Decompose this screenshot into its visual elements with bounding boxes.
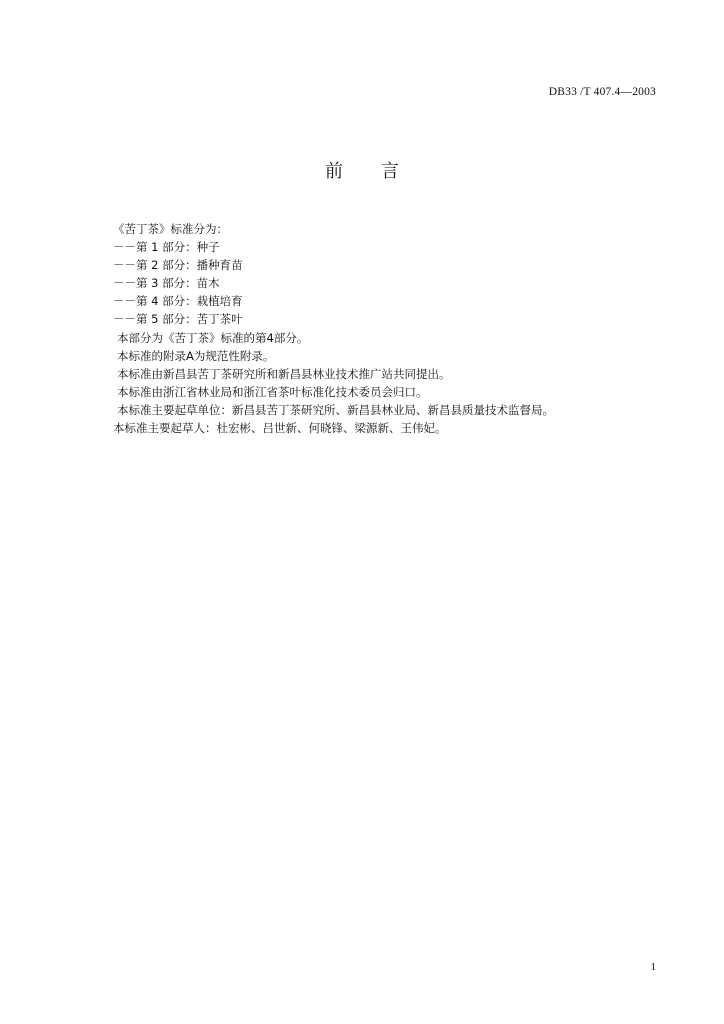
foreword-line: 《苦丁茶》标准分为： — [113, 222, 228, 236]
foreword-title — [0, 157, 724, 183]
foreword-line: －－第 1 部分：种子 — [113, 240, 220, 255]
foreword-title-char-2: 言 — [381, 161, 399, 182]
foreword-line: 本标准主要起草单位：新昌县苦丁茶研究所、新昌县林业局、新昌县质量技术监督局。 — [117, 402, 554, 417]
foreword-line: －－第 4 部分：栽植培育 — [113, 294, 243, 309]
foreword-body — [113, 220, 673, 437]
foreword-line: 本标准主要起草人：杜宏彬、吕世新、何晓锋、梁源新、王伟妃。 — [113, 421, 447, 436]
foreword-line: 本部分为《苦丁茶》标准的第4部分。 — [117, 330, 309, 345]
foreword-line: 本标准由浙江省林业局和浙江省茶叶标准化技术委员会归口。 — [117, 384, 428, 399]
foreword-line: －－第 5 部分：苦丁茶叶 — [113, 312, 243, 327]
foreword-line: 本标准的附录A为规范性附录。 — [117, 348, 275, 363]
foreword-line: －－第 2 部分：播种育苗 — [113, 258, 243, 273]
foreword-title-char-1: 前 — [325, 161, 343, 182]
foreword-line: －－第 3 部分：苗木 — [113, 276, 220, 291]
foreword-line: 本标准由新昌县苦丁茶研究所和新昌县林业技术推广站共同提出。 — [117, 366, 451, 381]
standard-code: DB33 /T 407.4—2003 — [548, 86, 656, 98]
page-number: 1 — [650, 961, 656, 973]
